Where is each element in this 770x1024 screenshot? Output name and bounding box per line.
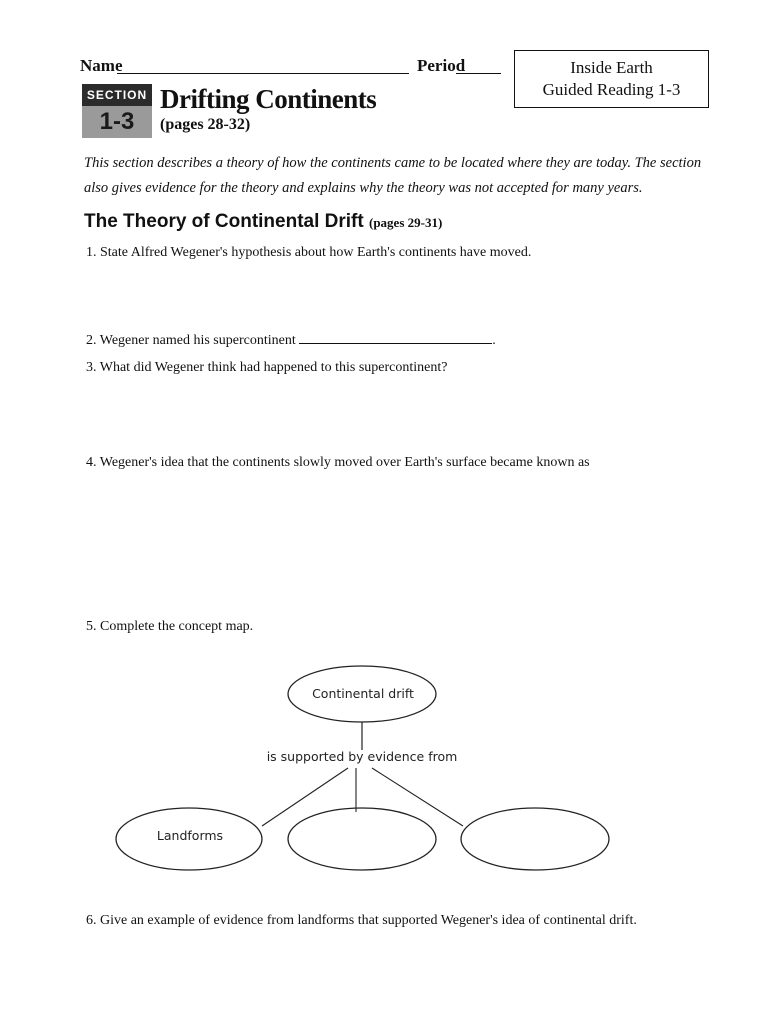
topic-box-line2: Guided Reading 1-3: [542, 80, 681, 99]
concept-link-label: is supported by evidence from: [266, 749, 458, 764]
question-4: 4. Wegener's idea that the continents slowly moved over Earth's surface became known as: [86, 455, 590, 470]
name-label: Name: [80, 56, 123, 75]
subsection-heading-text: The Theory of Continental Drift: [84, 211, 364, 232]
question-2-period: .: [492, 333, 496, 348]
section-title: Drifting Continents: [160, 84, 377, 114]
section-badge-word: SECTION: [82, 84, 152, 106]
period-label: Period: [417, 56, 466, 75]
connector-left: [262, 768, 348, 826]
intro-paragraph: This section describes a theory of how the continents came to be located where they are today. The section also gives evidence for the theory and explains why the theory was not accepted for many years.: [84, 155, 702, 196]
question-6: 6. Give an example of evidence from landforms that supported Wegener's idea of continental drift.: [86, 913, 637, 928]
question-3: 3. What did Wegener think had happened to this supercontinent?: [86, 360, 448, 375]
question-5: 5. Complete the concept map.: [86, 619, 254, 634]
question-1: 1. State Alfred Wegener's hypothesis about how Earth's continents have moved.: [86, 245, 532, 260]
concept-node-top-label: Continental drift: [312, 686, 414, 701]
concept-node-blank-right[interactable]: [461, 808, 609, 870]
concept-node-landforms-label: Landforms: [156, 828, 224, 843]
concept-node-blank-middle[interactable]: [288, 808, 436, 870]
topic-box-line1: Inside Earth: [570, 58, 653, 77]
connector-right: [372, 768, 463, 826]
question-2-text: 2. Wegener named his supercontinent: [86, 333, 296, 348]
subsection-heading-pages: (pages 29-31): [369, 215, 443, 230]
section-pages: (pages 28-32): [160, 116, 251, 133]
section-badge-number: 1-3: [82, 106, 152, 138]
